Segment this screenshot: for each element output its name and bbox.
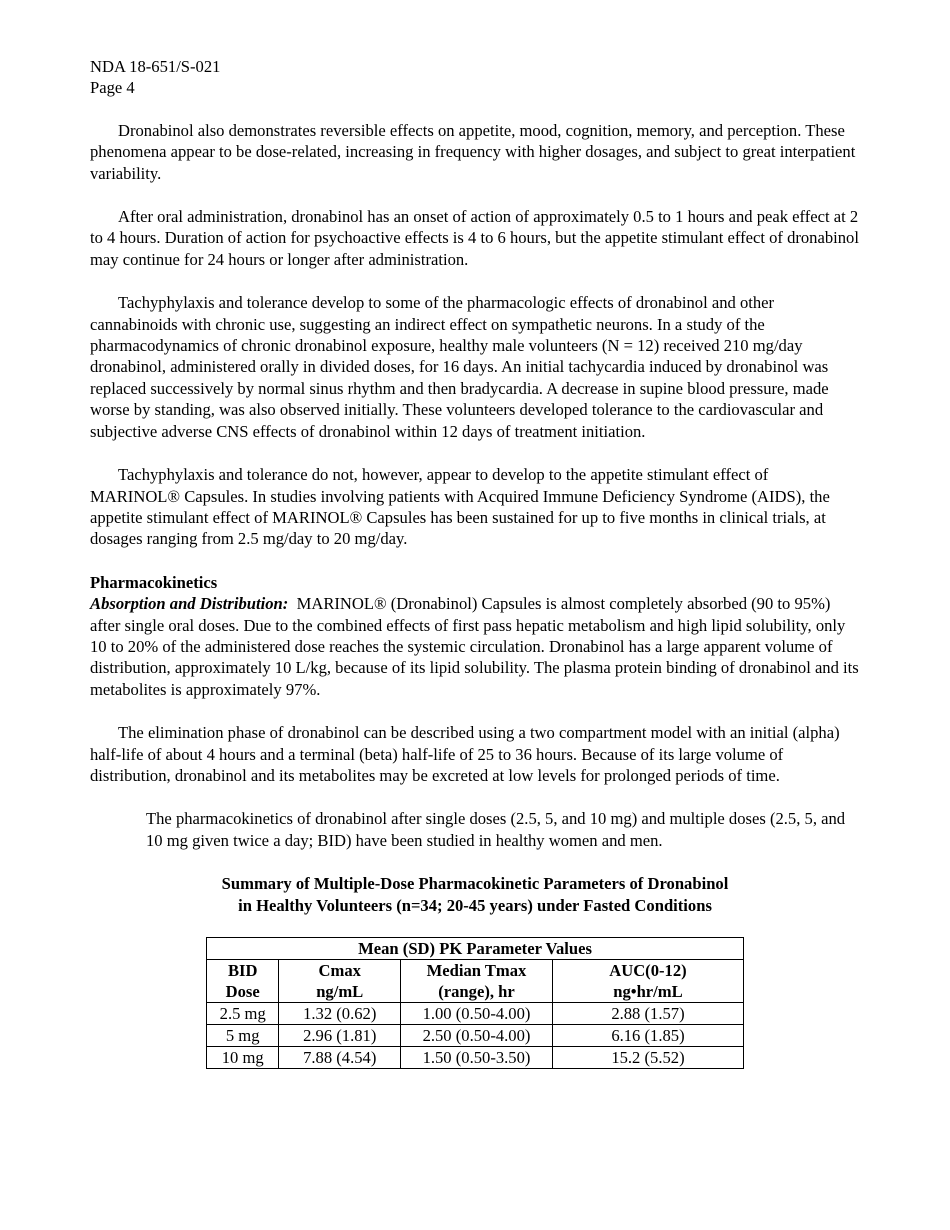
column-header-dose-line2: Dose [225, 982, 260, 1001]
absorption-text: MARINOL® (Dronabinol) Capsules is almost completely absorbed (90 to 95%) after single oral doses. Due to the combined effects of first pass hepatic metabolism and high lipid solubility, only 10 to 20% of the administered dose reaches the systemic circulation. Dronabinol has a large apparent volume of distribution, approximately 10 L/kg, because of its lipid solubility. The plasma protein binding of dronabinol and its metabolites is approximately 97%. [90, 594, 859, 699]
table-group-header: Mean (SD) PK Parameter Values [207, 938, 744, 960]
column-header-auc [552, 960, 743, 1003]
paragraph-onset-of-action: After oral administration, dronabinol has an onset of action of approximately 0.5 to 1 hours and peak effect at 2 to 4 hours. Duration of action for psychoactive effects is 4 to 6 hours, but the appetite stimulant effect of dronabinol may continue for 24 hours or longer after administration. [90, 207, 859, 269]
cell-cmax: 1.32 (0.62) [279, 1003, 401, 1025]
cell-cmax: 7.88 (4.54) [279, 1047, 401, 1069]
pk-table-container [206, 937, 860, 1069]
table-title-line-2: in Healthy Volunteers (n=34; 20-45 years) under Fasted Conditions [238, 895, 712, 915]
column-header-auc-line1: AUC(0-12) [609, 961, 687, 980]
cell-dose: 5 mg [207, 1025, 279, 1047]
table-group-header-row [207, 938, 744, 960]
cell-auc: 6.16 (1.85) [552, 1025, 743, 1047]
column-header-dose-line1: BID [227, 961, 258, 980]
cell-cmax: 2.96 (1.81) [279, 1025, 401, 1047]
pharmacokinetics-heading: Pharmacokinetics [90, 572, 218, 592]
cell-tmax: 1.00 (0.50-4.00) [401, 1003, 553, 1025]
pk-parameter-table [206, 937, 744, 1069]
column-header-tmax-line2: (range), hr [438, 982, 515, 1001]
column-header-cmax-line1: Cmax [318, 961, 361, 980]
column-header-auc-line2: ng•hr/mL [613, 982, 683, 1001]
cell-auc: 2.88 (1.57) [552, 1003, 743, 1025]
column-header-tmax [401, 960, 553, 1003]
document-page [90, 56, 860, 1069]
cell-dose: 10 mg [207, 1047, 279, 1069]
table-row [207, 1003, 744, 1025]
absorption-subheading: Absorption and Distribution: [90, 594, 289, 614]
paragraph-appetite-tolerance: Tachyphylaxis and tolerance do not, however, appear to develop to the appetite stimulant effect of MARINOL® Capsules. In studies involving patients with Acquired Immune Deficiency Syndrome (AIDS), the appetite stimulant effect of MARINOL® Capsules has been sustained for up to five months in clinical trials, at dosages ranging from 2.5 mg/day to 20 mg/day. [90, 465, 830, 549]
paragraph-elimination: The elimination phase of dronabinol can be described using a two compartment model with an initial (alpha) half-life of about 4 hours and a terminal (beta) half-life of 25 to 36 hours. Because of its large volume of distribution, dronabinol and its metabolites may be excreted at low levels for prolonged periods of time. [90, 723, 840, 785]
paragraph-absorption [90, 593, 860, 700]
column-header-dose [207, 960, 279, 1003]
paragraph-studies: The pharmacokinetics of dronabinol after single doses (2.5, 5, and 10 mg) and multiple doses (2.5, 5, and 10 mg given twice a day; BID) have been studied in healthy women and men. [146, 809, 846, 850]
column-header-cmax [279, 960, 401, 1003]
column-header-tmax-line1: Median Tmax [426, 961, 527, 980]
paragraph-tachyphylaxis: Tachyphylaxis and tolerance develop to some of the pharmacologic effects of dronabinol and other cannabinoids with chronic use, suggesting an indirect effect on sympathetic neurons. In a study of the pharmacodynamics of chronic dronabinol exposure, healthy male volunteers (N = 12) received 210 mg/day dronabinol, administered orally in divided doses, for 16 days. An initial tachycardia induced by dronabinol was replaced successively by normal sinus rhythm and then bradycardia. A decrease in supine blood pressure, made worse by standing, was also observed initially. These volunteers developed tolerance to the cardiovascular and subjective adverse CNS effects of dronabinol within 12 days of treatment initiation. [90, 293, 829, 441]
nda-number: NDA 18-651/S-021 [90, 57, 221, 76]
cell-dose: 2.5 mg [207, 1003, 279, 1025]
cell-tmax: 1.50 (0.50-3.50) [401, 1047, 553, 1069]
table-row [207, 1047, 744, 1069]
table-header-row [207, 960, 744, 1003]
table-row [207, 1025, 744, 1047]
page-number: Page 4 [90, 78, 135, 98]
cell-auc: 15.2 (5.52) [552, 1047, 743, 1069]
cell-tmax: 2.50 (0.50-4.00) [401, 1025, 553, 1047]
column-header-cmax-line2: ng/mL [316, 982, 364, 1001]
paragraph-reversible-effects: Dronabinol also demonstrates reversible effects on appetite, mood, cognition, memory, and perception. These phenomena appear to be dose-related, increasing in frequency with higher dosages, and subject to great interpatient variability. [90, 120, 856, 183]
table-title-line-1: Summary of Multiple-Dose Pharmacokinetic Parameters of Dronabinol [221, 874, 729, 894]
